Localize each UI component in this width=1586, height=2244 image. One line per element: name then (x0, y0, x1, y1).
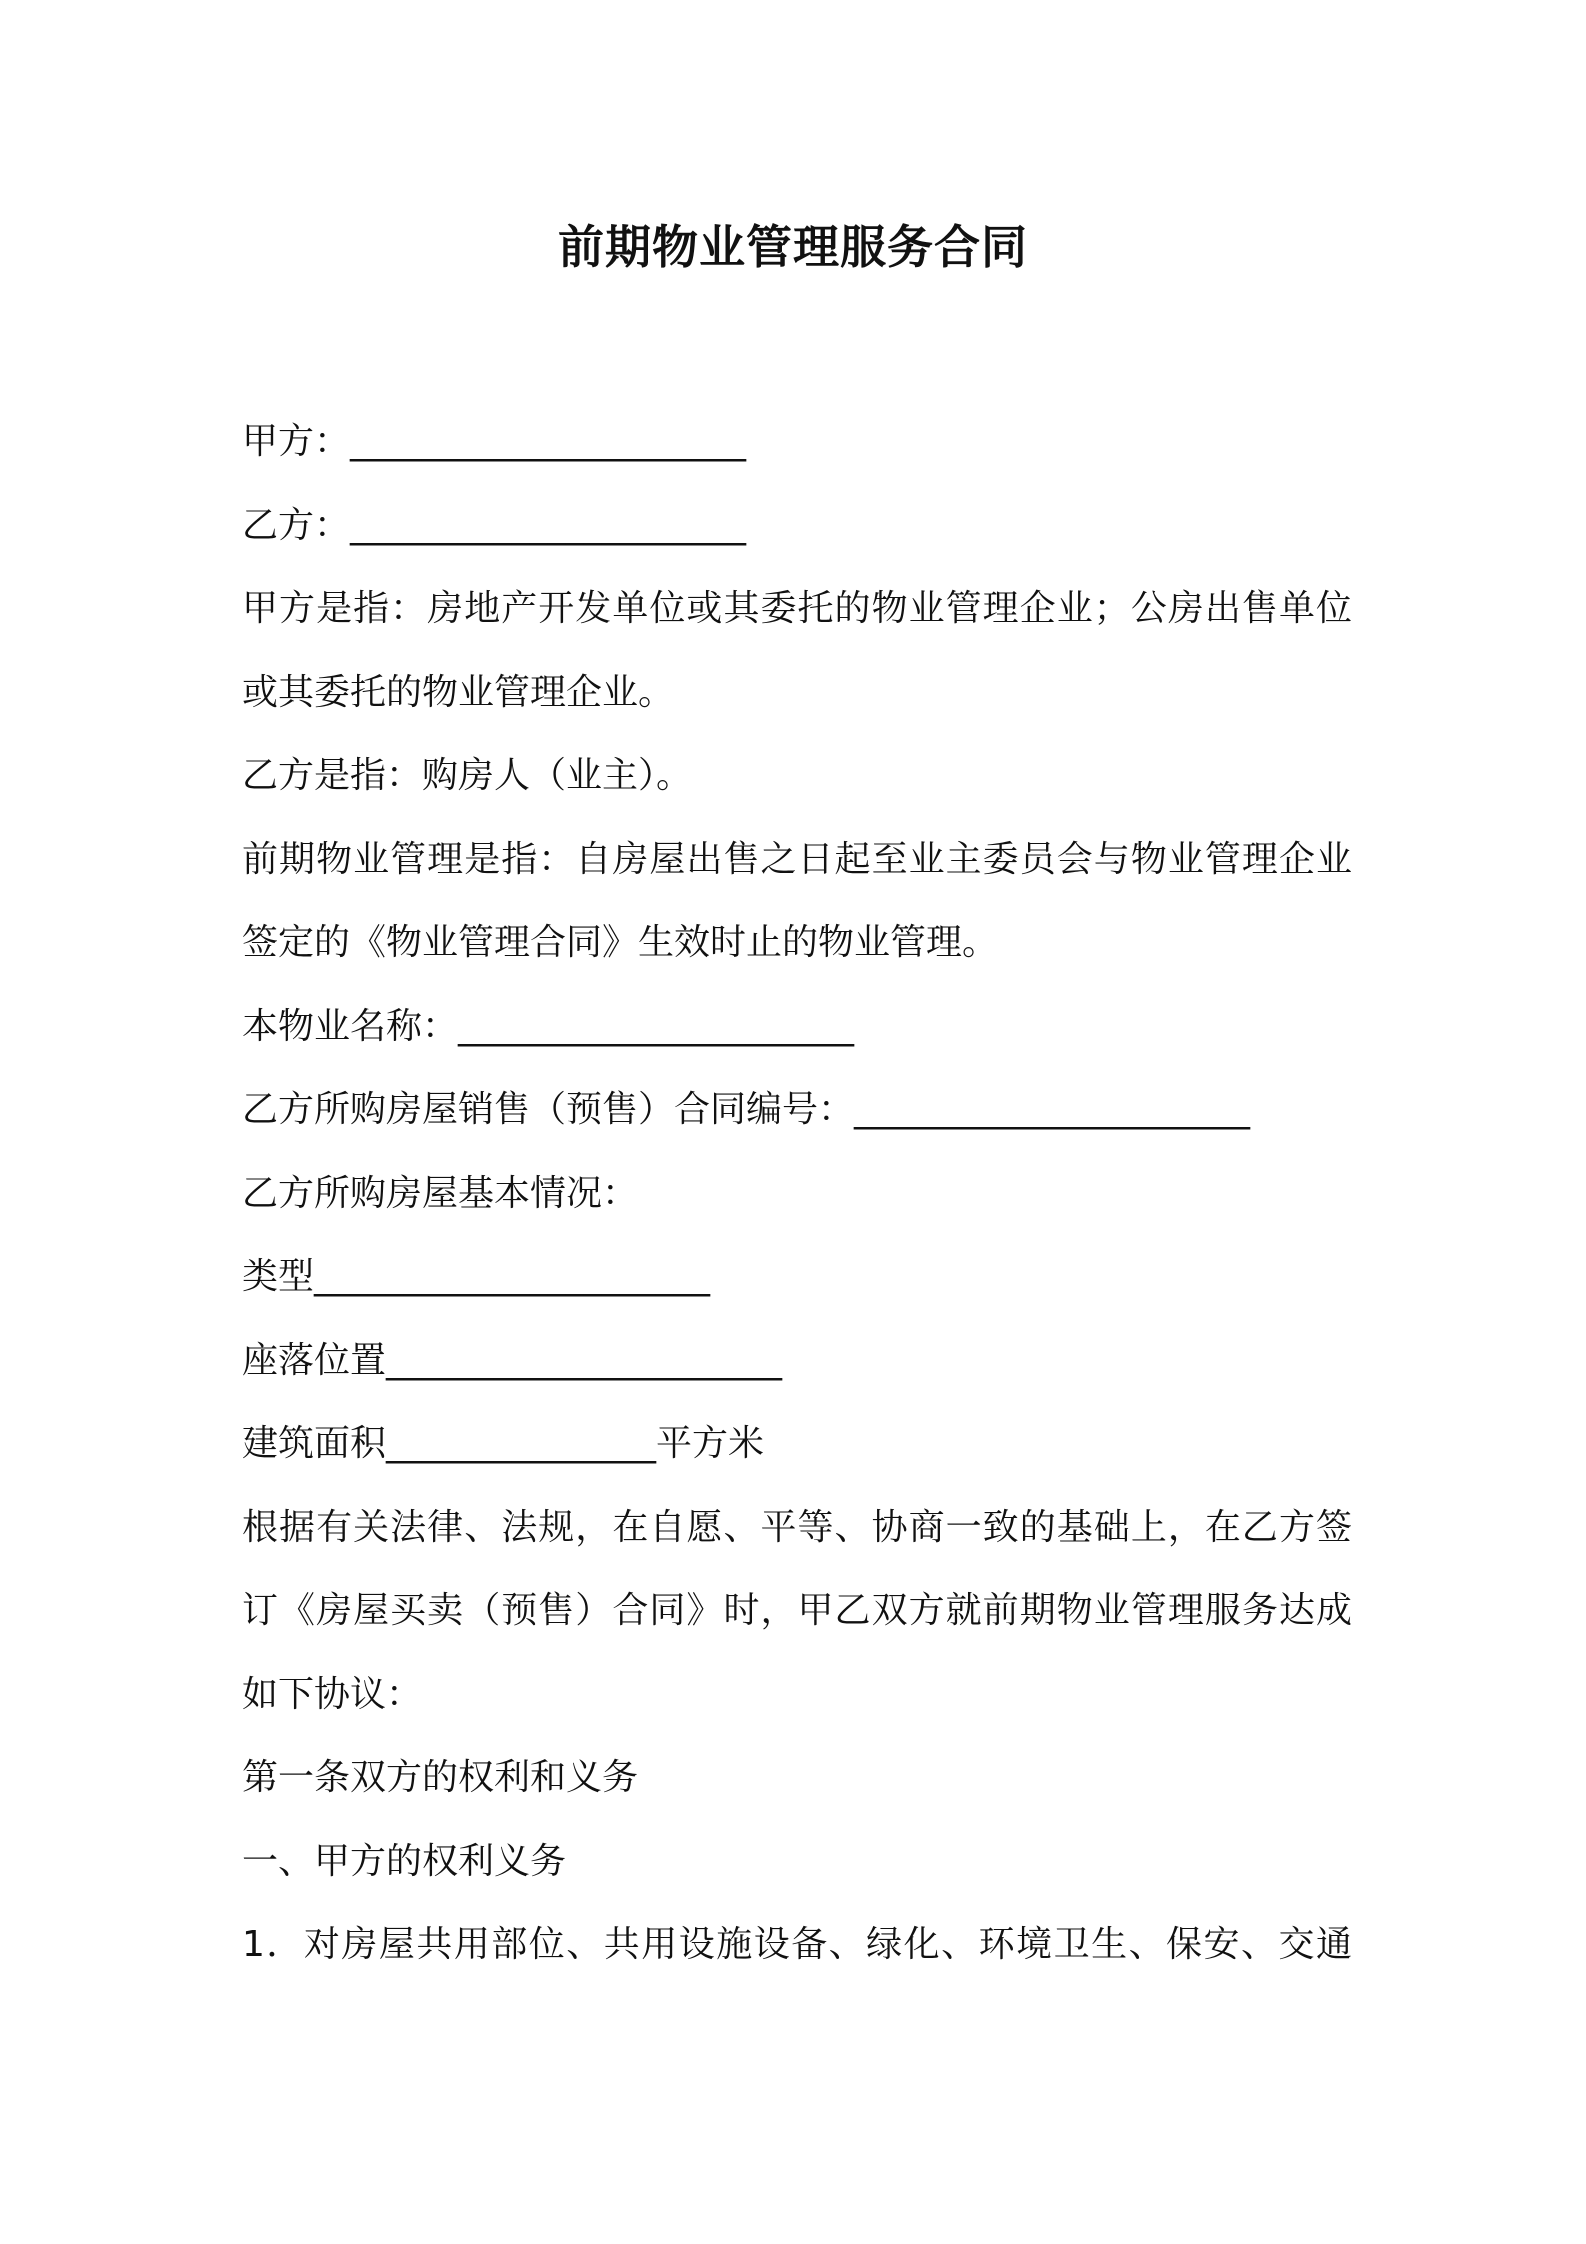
agreement-intro-line-1: 根据有关法律、法规，在自愿、平等、协商一致的基础上，在乙方签 (242, 1506, 1352, 1548)
house-location-line: 座落位置______________________ (242, 1339, 783, 1381)
party-b-line: 乙方：______________________ (242, 504, 747, 546)
preliminary-management-definition-line-2: 签定的《物业管理合同》生效时止的物业管理。 (242, 922, 999, 963)
party-a-line: 甲方：______________________ (242, 421, 747, 462)
article-one-heading: 第一条双方的权利和义务 (242, 1757, 639, 1798)
agreement-intro-line-3: 如下协议： (242, 1673, 423, 1715)
party-b-definition-line: 乙方是指：购房人（业主）。 (242, 755, 693, 796)
party-a-rights-heading: 一、甲方的权利义务 (242, 1840, 567, 1882)
party-a-definition-line-1: 甲方是指：房地产开发单位或其委托的物业管理企业；公房出售单位 (242, 588, 1352, 629)
building-area-line: 建筑面积_______________平方米 (242, 1423, 765, 1464)
agreement-intro-line-2: 订《房屋买卖（预售）合同》时，甲乙双方就前期物业管理服务达成 (242, 1590, 1352, 1631)
document-title: 前期物业管理服务合同 (558, 220, 1028, 274)
preliminary-management-definition-line-1: 前期物业管理是指：自房屋出售之日起至业主委员会与物业管理企业 (242, 838, 1352, 880)
party-a-definition-line-2: 或其委托的物业管理企业。 (242, 671, 675, 713)
sales-contract-number-line: 乙方所购房屋销售（预售）合同编号：______________________ (242, 1089, 1251, 1130)
property-name-line: 本物业名称：______________________ (242, 1005, 855, 1047)
document-body (242, 400, 1352, 1987)
house-type-line: 类型______________________ (242, 1256, 711, 1297)
house-basic-info-heading: 乙方所购房屋基本情况： (242, 1172, 639, 1214)
party-a-rights-item-1: 1．对房屋共用部位、共用设施设备、绿化、环境卫生、保安、交通 (242, 1924, 1352, 1965)
